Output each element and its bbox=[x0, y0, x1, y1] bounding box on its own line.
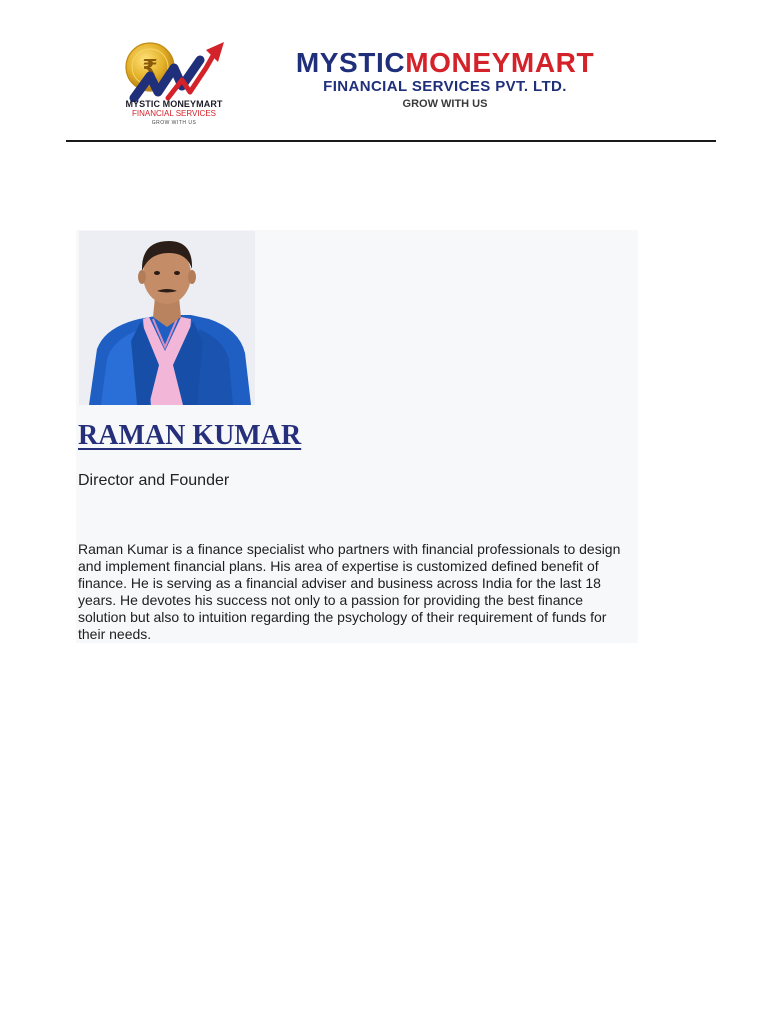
logo-mark-icon bbox=[120, 40, 228, 102]
logo-text bbox=[118, 100, 230, 126]
person-name: RAMAN KUMAR bbox=[78, 420, 302, 451]
company-name bbox=[262, 48, 628, 78]
company-name-part2: MONEYMART bbox=[405, 47, 595, 78]
person-portrait-icon bbox=[79, 231, 255, 405]
company-heading bbox=[262, 48, 628, 110]
company-subtitle: FINANCIAL SERVICES PVT. LTD. bbox=[323, 78, 567, 95]
company-name-part1: MYSTIC bbox=[295, 47, 406, 78]
profile-section bbox=[76, 230, 638, 643]
logo-tagline: GROW WITH US bbox=[151, 120, 197, 126]
logo-subtitle: FINANCIAL SERVICES bbox=[131, 109, 217, 118]
header-divider bbox=[66, 140, 716, 142]
profile-photo bbox=[79, 231, 255, 405]
letterhead bbox=[0, 0, 768, 145]
rupee-icon: ₹ bbox=[142, 56, 158, 81]
logo-name: MYSTIC MONEYMART bbox=[125, 99, 223, 109]
person-role: Director and Founder bbox=[78, 472, 230, 489]
person-bio: Raman Kumar is a finance specialist who partners with financial professionals to design and implement financial plans. His area of expertise is customized defined benefit of finance. He is serving as a financial adviser and business across India for the last 18 years. He devotes his success not only to a passion for providing the best finance solution but also to intuition regarding the psychology of their requirement of funds for their needs. bbox=[78, 541, 621, 642]
company-tagline: GROW WITH US bbox=[402, 98, 488, 110]
company-logo bbox=[118, 40, 230, 130]
